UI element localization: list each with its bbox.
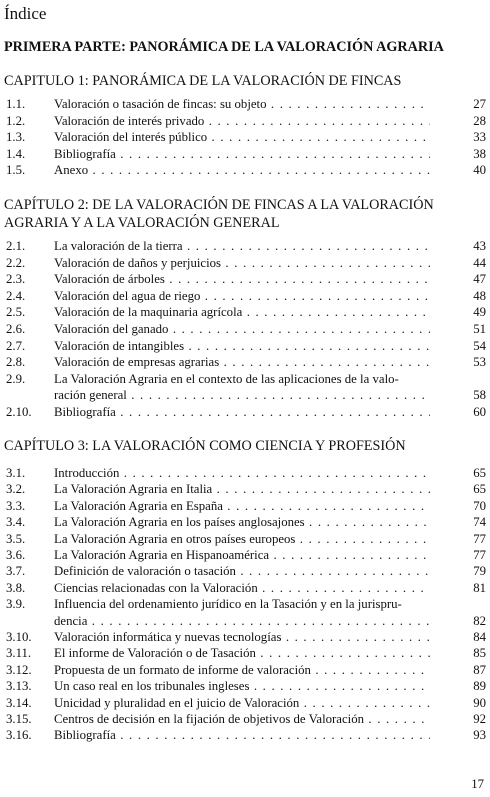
entry-title: Valoración de interés privado . . . (54, 113, 430, 129)
toc-entry[interactable] (0, 387, 490, 403)
entry-number: 3.12. (6, 662, 32, 677)
entry-page: 93 (473, 728, 486, 743)
entry-number: 3.9. (6, 597, 26, 612)
toc-entry[interactable] (0, 481, 490, 497)
entry-number: 3.3. (6, 498, 26, 513)
entry-page: 87 (473, 662, 486, 677)
entry-page: 81 (473, 580, 486, 595)
entry-title: Bibliografía . . . (54, 404, 430, 420)
entry-number: 3.1. (6, 466, 26, 480)
entry-number: 2.8. (6, 355, 26, 370)
entry-title: La Valoración Agraria en el contexto de las aplicaciones de la valo- (54, 371, 399, 386)
entry-page: 47 (473, 272, 486, 287)
entry-page: 27 (473, 97, 486, 111)
entry-page: 51 (473, 322, 486, 336)
toc-entry[interactable] (0, 129, 490, 145)
entry-page: 82 (473, 613, 486, 628)
entry-number: 1.1. (6, 97, 26, 111)
toc-entry[interactable] (0, 146, 490, 162)
entry-title: Anexo . . . (54, 162, 430, 178)
toc-entry[interactable] (0, 304, 490, 320)
entry-number: 3.16. (6, 728, 32, 743)
toc-entry[interactable] (0, 662, 490, 678)
entry-page: 53 (473, 355, 486, 370)
entry-number: 3.14. (6, 695, 32, 710)
entry-number: 2.1. (6, 239, 26, 253)
entry-page: 70 (473, 498, 486, 513)
entry-number: 2.2. (6, 255, 26, 270)
toc-entry[interactable] (0, 271, 490, 287)
entry-title: Valoración o tasación de fincas: su objeto . . . (54, 96, 430, 112)
entry-title: Bibliografía . . . (54, 146, 430, 162)
entry-page: 77 (473, 548, 486, 562)
entry-number: 2.10. (6, 405, 32, 419)
toc-entry[interactable] (0, 678, 490, 694)
chapter-title-line: CAPÍTULO 3: LA VALORACIÓN COMO CIENCIA Y PROFESIÓN (4, 438, 406, 454)
entry-title: El informe de Valoración o de Tasación . . . (54, 645, 430, 661)
entry-number: 3.11. (6, 646, 32, 661)
entry-title: dencia . . . (54, 613, 430, 629)
page-title: Índice (4, 4, 47, 23)
entry-page: 43 (473, 239, 486, 253)
chapter-title-line: CAPITULO 1: PANORÁMICA DE LA VALORACIÓN DE FINCAS (4, 73, 402, 89)
toc-entry[interactable] (0, 727, 490, 743)
toc-entry[interactable] (0, 255, 490, 271)
toc-entry[interactable] (0, 96, 490, 112)
toc-entry[interactable] (0, 629, 490, 645)
entry-number: 3.4. (6, 515, 26, 530)
entry-page: 54 (473, 338, 486, 353)
toc-entry[interactable] (0, 514, 490, 530)
toc-entry[interactable] (0, 613, 490, 629)
entry-page: 44 (473, 255, 486, 270)
entry-number: 3.2. (6, 482, 26, 497)
entry-number: 2.9. (6, 371, 26, 386)
entry-number: 2.4. (6, 288, 26, 303)
entry-page: 85 (473, 646, 486, 661)
toc-entry[interactable] (0, 563, 490, 579)
toc-entry[interactable] (0, 695, 490, 711)
entry-title: Centros de decisión en la fijación de objetivos de Valoración . . . (54, 711, 430, 727)
toc-entry[interactable] (0, 371, 490, 387)
toc-entry[interactable] (0, 580, 490, 596)
entry-title: Valoración de la maquinaria agrícola . . . (54, 304, 430, 320)
chapter-title-line: AGRARIA Y A LA VALORACIÓN GENERAL (4, 215, 280, 231)
entry-number: 3.13. (6, 679, 32, 694)
entry-number: 3.15. (6, 712, 32, 726)
entry-page: 79 (473, 564, 486, 579)
entry-number: 1.3. (6, 130, 26, 144)
entry-page: 28 (473, 113, 486, 128)
entry-title: Influencia del ordenamiento jurídico en la Tasación y en la jurispru- (54, 597, 402, 612)
entry-title: Unicidad y pluralidad en el juicio de Valoración . . . (54, 695, 430, 711)
entry-title: Propuesta de un formato de informe de valoración . . . (54, 662, 430, 678)
entry-page: 92 (473, 712, 486, 726)
toc-entry[interactable] (0, 465, 490, 481)
entry-title: Valoración de árboles . . . (54, 271, 430, 287)
entry-number: 3.7. (6, 564, 26, 579)
entry-page: 77 (473, 531, 486, 546)
entry-page: 40 (473, 163, 486, 177)
entry-page: 65 (473, 482, 486, 497)
entry-number: 3.5. (6, 531, 26, 546)
entry-title: ración general . . . (54, 387, 430, 403)
entry-page: 60 (473, 405, 486, 419)
toc-entry[interactable] (0, 354, 490, 370)
entry-number: 3.6. (6, 548, 26, 562)
toc-entry[interactable] (0, 238, 490, 254)
entry-number: 2.6. (6, 322, 26, 336)
entry-page: 89 (473, 679, 486, 694)
entry-title: La Valoración Agraria en los países anglosajones . . . (54, 514, 430, 530)
toc-entry[interactable] (0, 288, 490, 304)
entry-number: 3.10. (6, 630, 32, 644)
toc-entry[interactable] (0, 498, 490, 514)
chapter-title-line: CAPÍTULO 2: DE LA VALORACIÓN DE FINCAS A LA VALORACIÓN (4, 197, 434, 213)
entry-number: 1.5. (6, 163, 26, 177)
entry-title: La Valoración Agraria en España . . . (54, 498, 430, 514)
entry-title: Bibliografía . . . (54, 727, 430, 743)
entry-page: 74 (473, 515, 486, 530)
entry-title: La Valoración Agraria en otros países europeos . . . (54, 531, 430, 547)
entry-title: Ciencias relacionadas con la Valoración . . . (54, 580, 430, 596)
entry-number: 2.3. (6, 272, 26, 287)
entry-title: Valoración del ganado . . . (54, 321, 430, 337)
entry-number: 1.4. (6, 146, 26, 161)
toc-entry[interactable] (0, 531, 490, 547)
page-number: 17 (471, 777, 484, 791)
entry-title: Valoración informática y nuevas tecnologías . . . (54, 629, 430, 645)
entry-number: 2.5. (6, 305, 26, 320)
part-title: PRIMERA PARTE: PANORÁMICA DE LA VALORACIÓN AGRARIA (4, 39, 444, 55)
toc-entry[interactable] (0, 404, 490, 420)
entry-page: 33 (473, 130, 486, 144)
entry-title: La Valoración Agraria en Italia . . . (54, 481, 430, 497)
entry-page: 90 (473, 695, 486, 710)
toc-entry[interactable] (0, 162, 490, 178)
entry-number: 1.2. (6, 113, 26, 128)
entry-page: 65 (473, 466, 486, 480)
entry-title: Definición de valoración o tasación . . . (54, 563, 430, 579)
entry-title: Introducción . . . (54, 465, 430, 481)
toc-entry[interactable] (0, 321, 490, 337)
entry-title: Valoración del interés público . . . (54, 129, 430, 145)
toc-entry[interactable] (0, 113, 490, 129)
chapter-title (4, 196, 484, 232)
entry-title: Valoración de empresas agrarias . . . (54, 354, 430, 370)
entry-page: 49 (473, 305, 486, 320)
entry-title: Valoración de daños y perjuicios . . . (54, 255, 430, 271)
chapter-title (4, 437, 484, 455)
entry-title: La valoración de la tierra . . . (54, 238, 430, 254)
entry-number: 2.7. (6, 338, 26, 353)
toc-entry[interactable] (0, 547, 490, 563)
entry-title: La Valoración Agraria en Hispanoamérica . . . (54, 547, 430, 563)
entry-title: Un caso real en los tribunales ingleses . . . (54, 678, 430, 694)
toc-entry[interactable] (0, 596, 490, 612)
toc-entry[interactable] (0, 711, 490, 727)
toc-entry[interactable] (0, 645, 490, 661)
toc-entry[interactable] (0, 338, 490, 354)
entry-number: 3.8. (6, 580, 26, 595)
entry-title: Valoración del agua de riego . . . (54, 288, 430, 304)
chapter-title (4, 72, 484, 90)
entry-page: 38 (473, 146, 486, 161)
entry-title: Valoración de intangibles . . . (54, 338, 430, 354)
entry-page: 58 (473, 388, 486, 403)
entry-page: 48 (473, 288, 486, 303)
entry-page: 84 (473, 630, 486, 644)
